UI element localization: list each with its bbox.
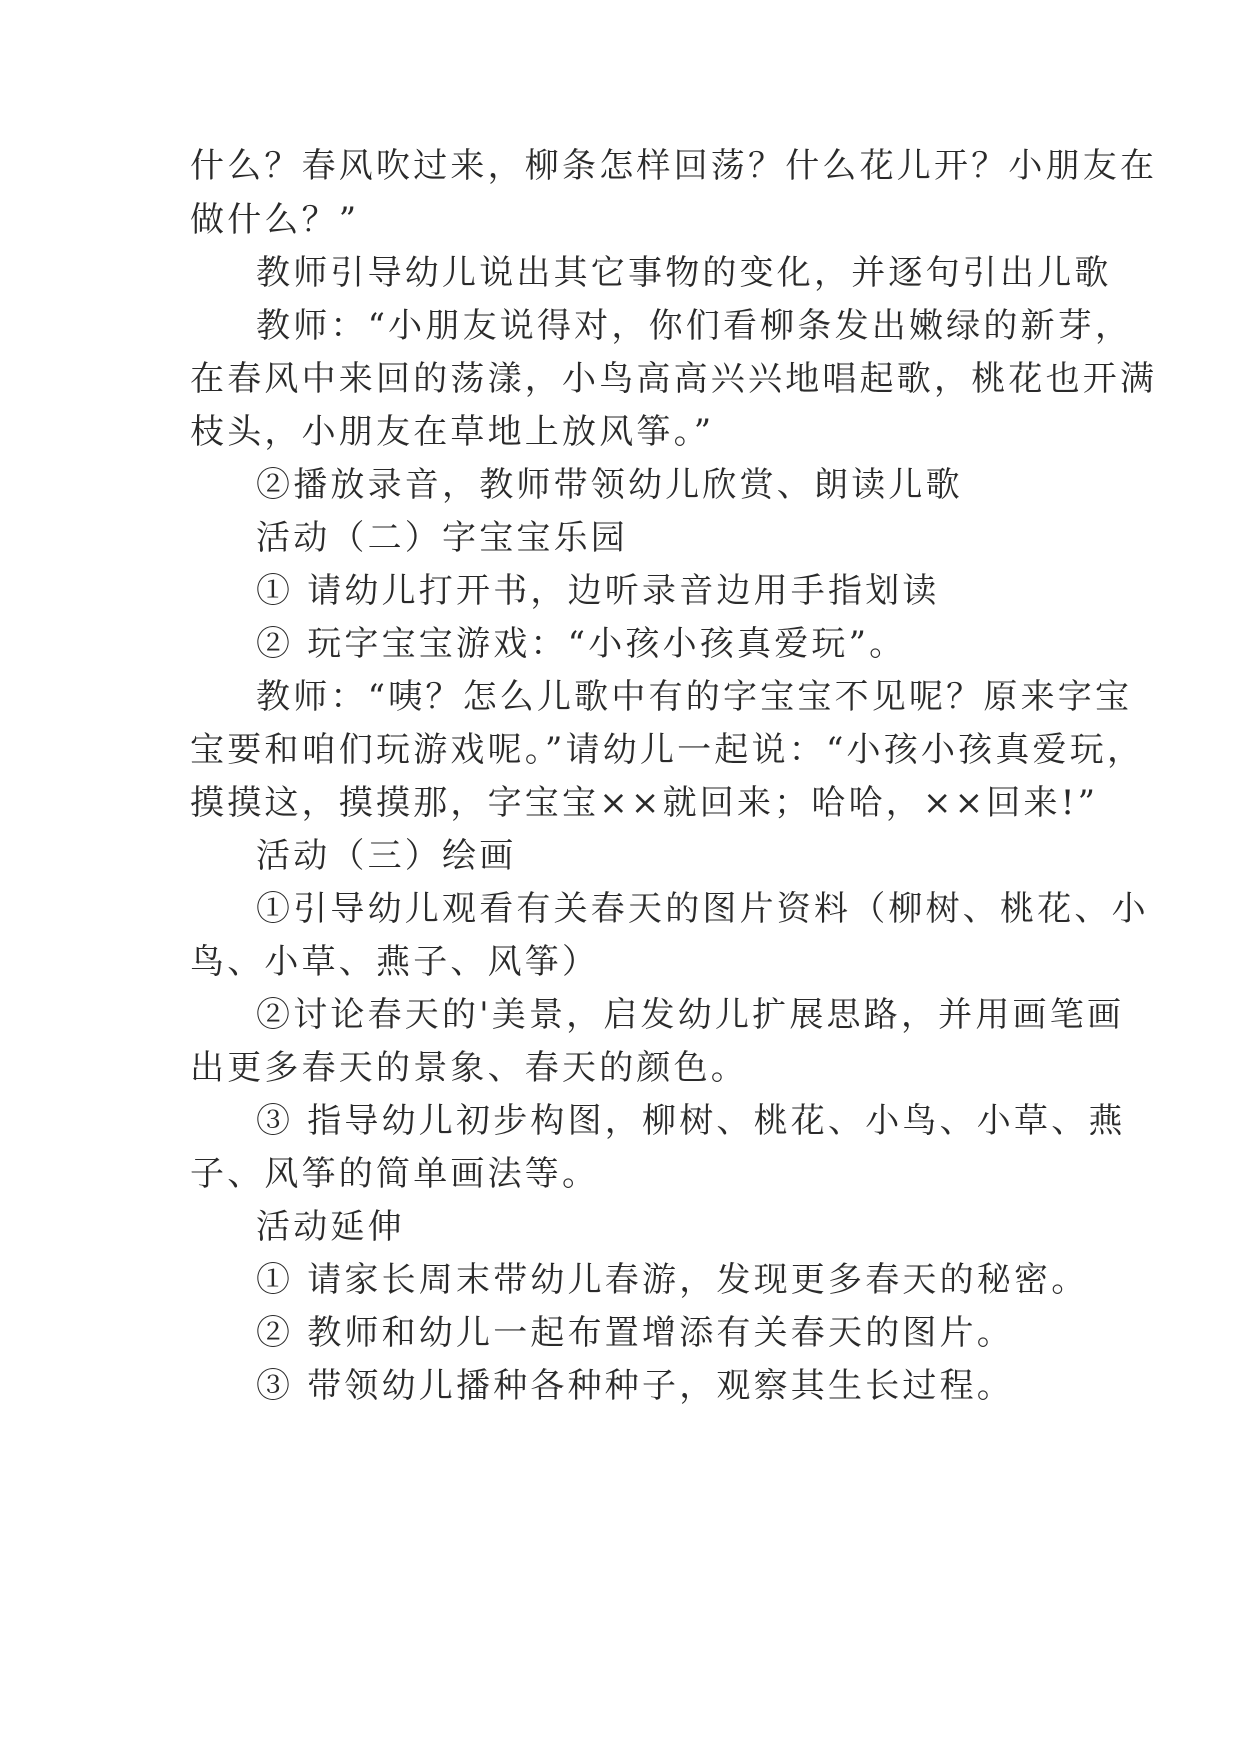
section-heading: 活动延伸	[256, 1207, 405, 1247]
paragraph-line: 宝要和咱们玩游戏呢。”请幼儿一起说：“小孩小孩真爱玩，	[190, 730, 1145, 770]
paragraph-line: 教师引导幼儿说出其它事物的变化，并逐句引出儿歌	[256, 253, 1112, 293]
paragraph-line: ① 请幼儿打开书，边听录音边用手指划读	[256, 571, 940, 611]
paragraph-line: 枝头，小朋友在草地上放风筝。”	[190, 412, 715, 452]
paragraph-line: 子、风筝的简单画法等。	[190, 1154, 600, 1194]
section-heading: 活动（三）绘画	[256, 836, 517, 876]
paragraph-line: ③ 指导幼儿初步构图，柳树、桃花、小鸟、小草、燕	[256, 1101, 1126, 1141]
paragraph-line: ②讨论春天的'美景，启发幼儿扩展思路，并用画笔画	[256, 995, 1125, 1035]
paragraph-line: 教师：“小朋友说得对，你们看柳条发出嫩绿的新芽，	[256, 306, 1133, 346]
paragraph-line: 教师：“咦？怎么儿歌中有的字宝宝不见呢？原来字宝	[256, 677, 1133, 717]
paragraph-line: 在春风中来回的荡漾，小鸟高高兴兴地唱起歌，桃花也开满	[190, 359, 1158, 399]
paragraph-line: 做什么？”	[190, 200, 360, 240]
section-heading: 活动（二）字宝宝乐园	[256, 518, 628, 558]
paragraph-line: ② 教师和幼儿一起布置增添有关春天的图片。	[256, 1313, 1015, 1353]
paragraph-line: 什么？春风吹过来，柳条怎样回荡？什么花儿开？小朋友在	[190, 146, 1158, 186]
paragraph-line: 出更多春天的景象、春天的颜色。	[190, 1048, 748, 1088]
paragraph-line: ② 玩字宝宝游戏：“小孩小孩真爱玩”。	[256, 624, 907, 664]
paragraph-line: ①引导幼儿观看有关春天的图片资料（柳树、桃花、小	[256, 889, 1149, 929]
paragraph-line: ① 请家长周末带幼儿春游，发现更多春天的秘密。	[256, 1260, 1089, 1300]
paragraph-line: ②播放录音，教师带领幼儿欣赏、朗读儿歌	[256, 465, 963, 505]
paragraph-line: 摸摸这，摸摸那，字宝宝××就回来；哈哈，××回来!”	[190, 783, 1099, 823]
paragraph-line: 鸟、小草、燕子、风筝）	[190, 942, 600, 982]
paragraph-line: ③ 带领幼儿播种各种种子，观察其生长过程。	[256, 1366, 1015, 1406]
